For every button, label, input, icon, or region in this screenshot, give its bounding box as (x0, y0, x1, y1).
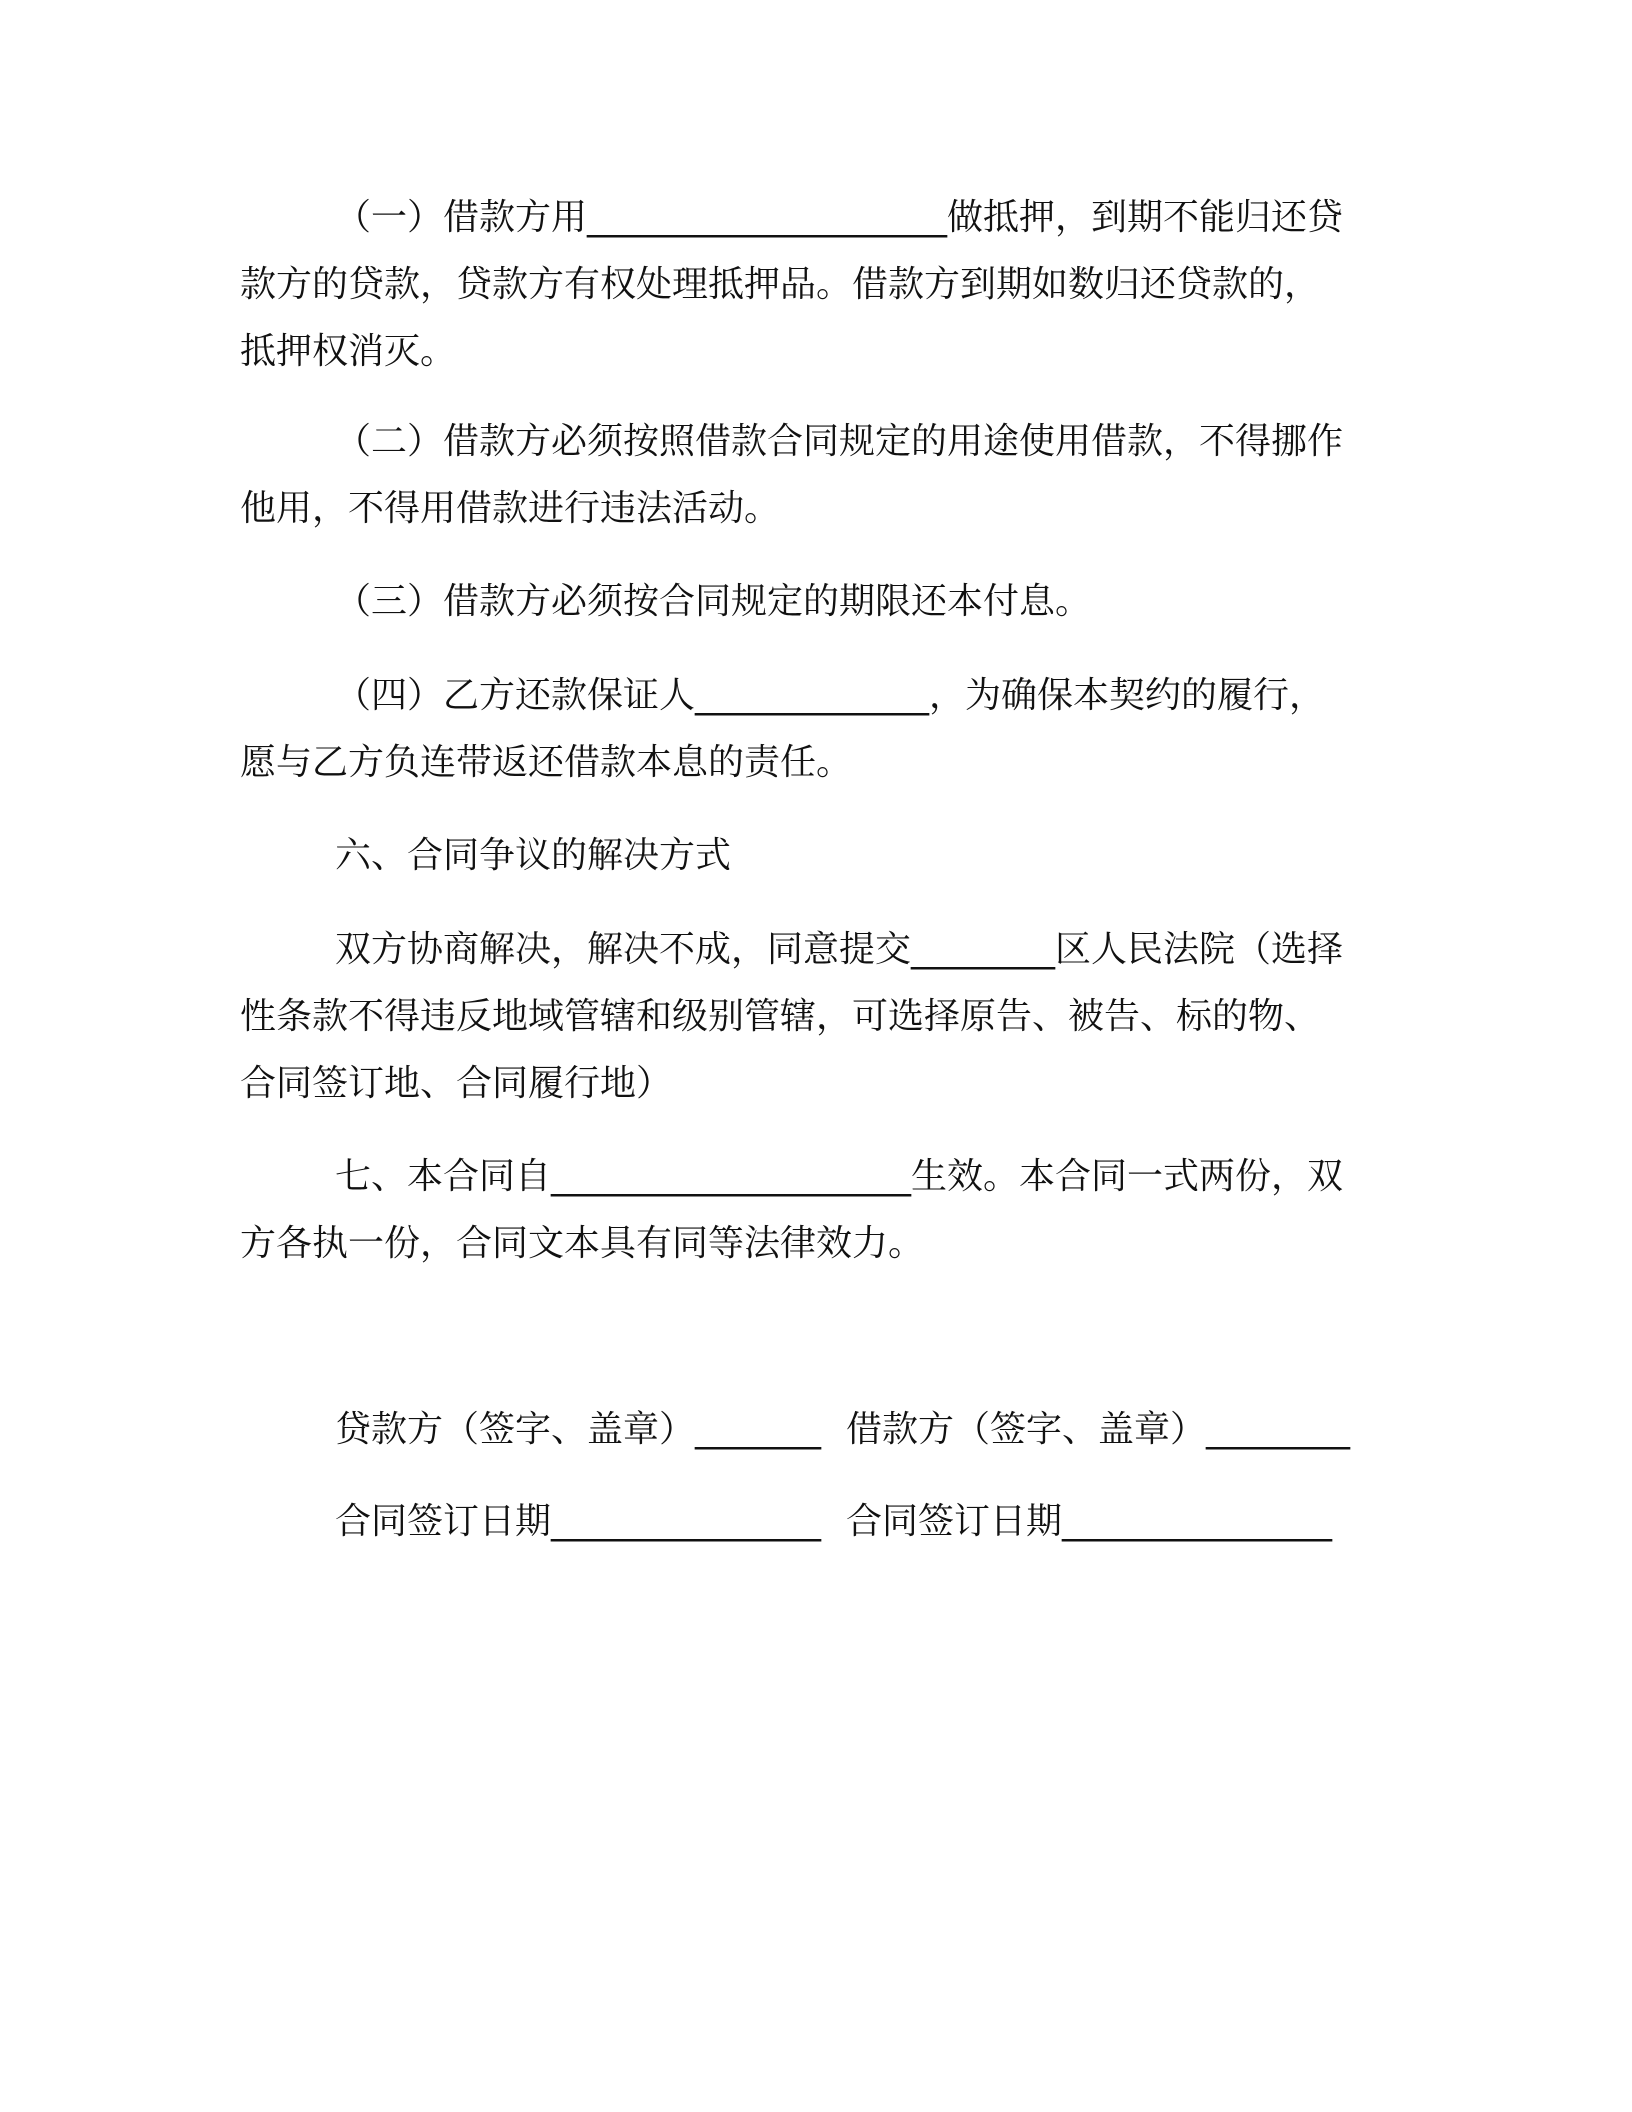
lender-date-line: 合同签订日期_______________ (335, 1501, 822, 1542)
borrower-signature-line: 借款方（签字、盖章）________ (846, 1409, 1351, 1450)
section7-line1: 七、本合同自____________________生效。本合同一式两份，双 (335, 1156, 1344, 1197)
p4-line1: （四）乙方还款保证人_____________，为确保本契约的履行， (335, 675, 1326, 716)
section6-line1: 双方协商解决，解决不成，同意提交________区人民法院（选择 (335, 929, 1344, 970)
p2-line1: （二）借款方必须按照借款合同规定的用途使用借款，不得挪作 (335, 421, 1344, 462)
lender-signature-line: 贷款方（签字、盖章）_______ (335, 1409, 822, 1450)
p1-line2: 款方的贷款，贷款方有权处理抵押品。借款方到期如数归还贷款的， (240, 264, 1321, 305)
section6-line3: 合同签订地、合同履行地） (240, 1063, 673, 1104)
borrower-date-line: 合同签订日期_______________ (846, 1501, 1333, 1542)
p3-line1: （三）借款方必须按合同规定的期限还本付息。 (335, 581, 1092, 622)
section6-line2: 性条款不得违反地域管辖和级别管辖，可选择原告、被告、标的物、 (240, 996, 1321, 1037)
p2-line2: 他用，不得用借款进行违法活动。 (240, 488, 781, 529)
section6-heading: 六、合同争议的解决方式 (335, 835, 732, 876)
p1-line3: 抵押权消灭。 (240, 331, 457, 372)
section7-line2: 方各执一份，合同文本具有同等法律效力。 (240, 1223, 925, 1264)
p4-line2: 愿与乙方负连带返还借款本息的责任。 (240, 742, 853, 783)
p1-line1: （一）借款方用____________________做抵押，到期不能归还贷 (335, 197, 1344, 238)
